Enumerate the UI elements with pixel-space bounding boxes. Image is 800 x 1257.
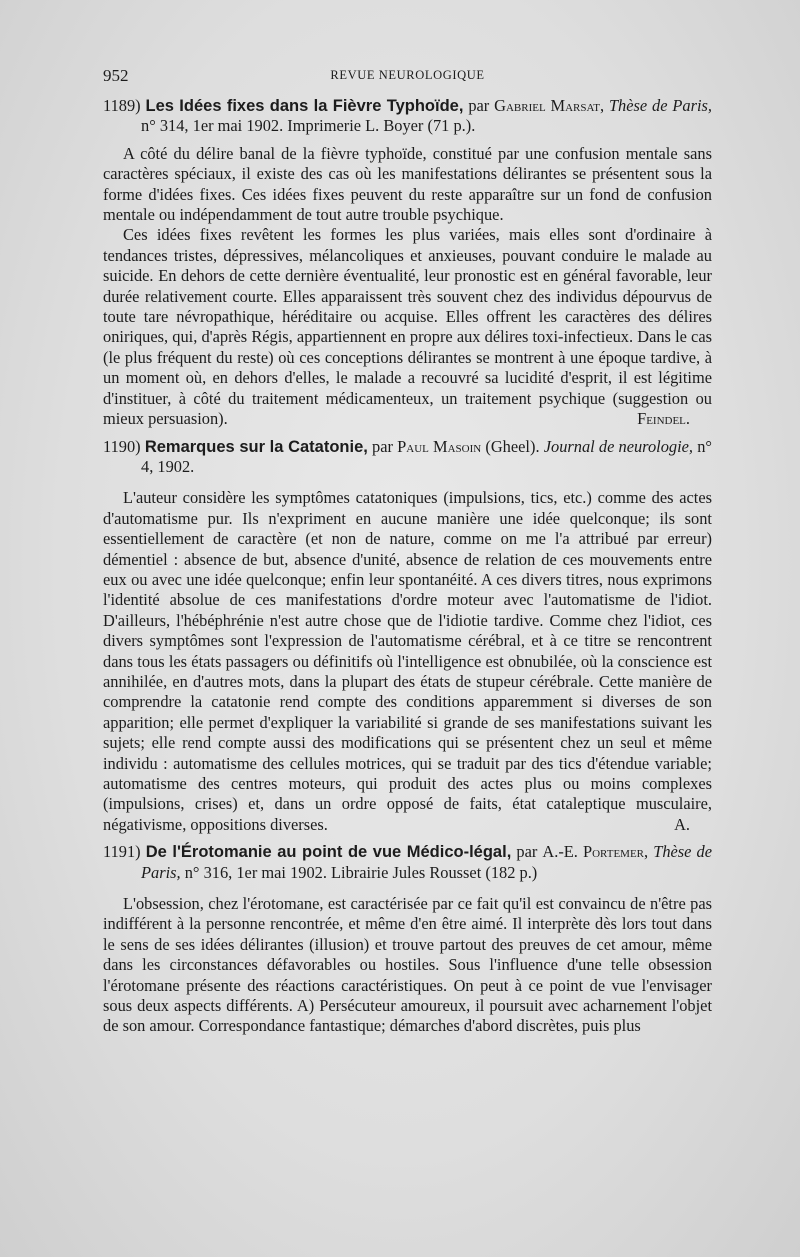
entry-title: Les Idées fixes dans la Fièvre Typhoïde,	[145, 97, 464, 115]
entry-by: par	[516, 842, 538, 862]
page-body	[103, 96, 712, 1037]
entry-details-pre: (Gheel).	[485, 436, 540, 456]
entry-paragraph: A côté du délire banal de la fièvre typhoïde, constitué par une confusion mentale sans caractères spéciaux, il existe des cas où les manifestations délirantes se présentent sous la forme d'idées fixes. Ces idées fixes peuvent du reste apparaître sur un fond de confusion mentale ou indépendamment de tout autre trouble psychique.	[103, 143, 712, 225]
entry-publication: Thèse de Paris,	[608, 96, 712, 115]
entry-signature: A.	[674, 814, 690, 834]
entry-details: n° 4, 1902.	[141, 436, 712, 476]
entry-paragraph: L'obsession, chez l'érotomane, est caractérisée par ce fait qu'il est convaincu de n'être pas indifférent à la personne rencontrée, et même d'en être aimé. Il interprète dès lors tout dans le sens de ses idées délirantes (illusion) et trouve partout des preuves de cet amour, même dans les circonstances défavorables ou hostiles. Sous l'influence d'une telle obsession l'érotomane présente des réactions caractéristiques. On peut à ce point de vue l'envisager sous deux aspects différents. A) Persécuteur amoureux, il poursuit avec acharnement l'objet de son amour. Correspondance fantastique; démarches d'abord discrètes, puis plus	[103, 894, 712, 1036]
entry-paragraph-signed	[103, 225, 712, 429]
entry-number: 1191)	[103, 842, 141, 862]
entry-author: Paul Masoin	[397, 436, 482, 456]
entry-publication: Thèse de Paris,	[141, 842, 712, 882]
page-number: 952	[103, 66, 129, 85]
entry-details: n° 314, 1er mai 1902. Imprimerie L. Boyer (71 p.).	[141, 116, 476, 136]
entry-paragraph-signed	[103, 488, 712, 835]
page-header	[103, 66, 712, 88]
entry-paragraph: L'auteur considère les symptômes catatoniques (impulsions, tics, etc.) comme des actes d'automatisme pur. Ils n'expriment en aucune manière une idée quelconque; ils sont essentiellement de caractère (et non de nature, comme on me l'a attribué par erreur) démentiel : absence de but, absence d'unité, absence de relation de ces mouvements entre eux ou avec une idée quelconque; enfin leur spontanéité. A ces divers titres, nous exprimons l'identité absolue de ces manifestations d'ordre moteur avec l'automatisme de l'idiot. D'ailleurs, l'hébéphrénie n'est autre chose que de l'idiotie tardive. Comme chez l'idiot, ces divers symptômes sont l'expression de l'automatisme cérébral, et à ce titre se rencontrent dans tous les états passagers ou définitifs où l'intelligence est obnubilée, où la conscience est annihilée, en d'autres mots, dans la plupart des états de stupeur cérébrale. Cette manière de comprendre la catatonie rend compte des conditions apparemment si diverses de son apparition; elle permet d'expliquer la variabilité si grande de ses manifestations suivant les sujets; elle rend compte aussi des modifications qui se présentent chez un seul et même individu : automatisme des cellules motrices, qui se traduit par des tics d'étendue variable; automatisme des centres moteurs, qui produit des actes plus ou moins complexes (impulsions, crises) et, dans un ordre opposé de faits, état cataleptique musculaire, négativisme, oppositions diverses.	[103, 488, 712, 834]
entry-signature: Feindel.	[637, 409, 690, 429]
running-title: REVUE NEUROLOGIQUE	[330, 68, 485, 82]
entry-publication: Journal de neurologie,	[543, 436, 694, 456]
entry-number: 1190)	[103, 436, 141, 456]
entry-author: Gabriel Marsat,	[494, 96, 605, 115]
entry-details: n° 316, 1er mai 1902. Librairie Jules Rousset (182 p.)	[184, 862, 538, 882]
entry-by: par	[372, 436, 393, 456]
entry-title: Remarques sur la Catatonie,	[144, 437, 368, 456]
entry-heading-1191	[103, 842, 712, 883]
entry-heading-1189	[103, 96, 712, 137]
entry-title: De l'Érotomanie au point de vue Médico-légal,	[145, 843, 512, 862]
entry-heading-1190	[103, 437, 712, 478]
entry-by: par	[468, 96, 490, 115]
entry-author: A.-E. Portemer,	[542, 842, 649, 862]
entry-number: 1189)	[103, 96, 141, 115]
entry-paragraph: Ces idées fixes revêtent les formes les plus variées, mais elles sont d'ordinaire à tendances tristes, dépressives, mélancoliques et anxieuses, pouvant conduire le malade au suicide. En dehors de cette dernière éventualité, leur pronostic est en général favorable, leur durée relativement courte. Elles apparaissent très souvent chez des individus dépourvus de toute tare névropathique, héréditaire ou acquise. Elles offrent les caractères des délires oniriques, qui, d'après Régis, appartiennent en propre aux délires toxi-infectieux. Dans le cas (le plus fréquent du reste) où ces conceptions délirantes se montrent à une époque tardive, à un moment où, en dehors d'elles, le malade a recouvré sa lucidité d'esprit, il est légitime d'instituer, à côté du traitement médicamenteux, un traitement psychique (suggestion ou mieux persuasion).	[103, 225, 712, 429]
